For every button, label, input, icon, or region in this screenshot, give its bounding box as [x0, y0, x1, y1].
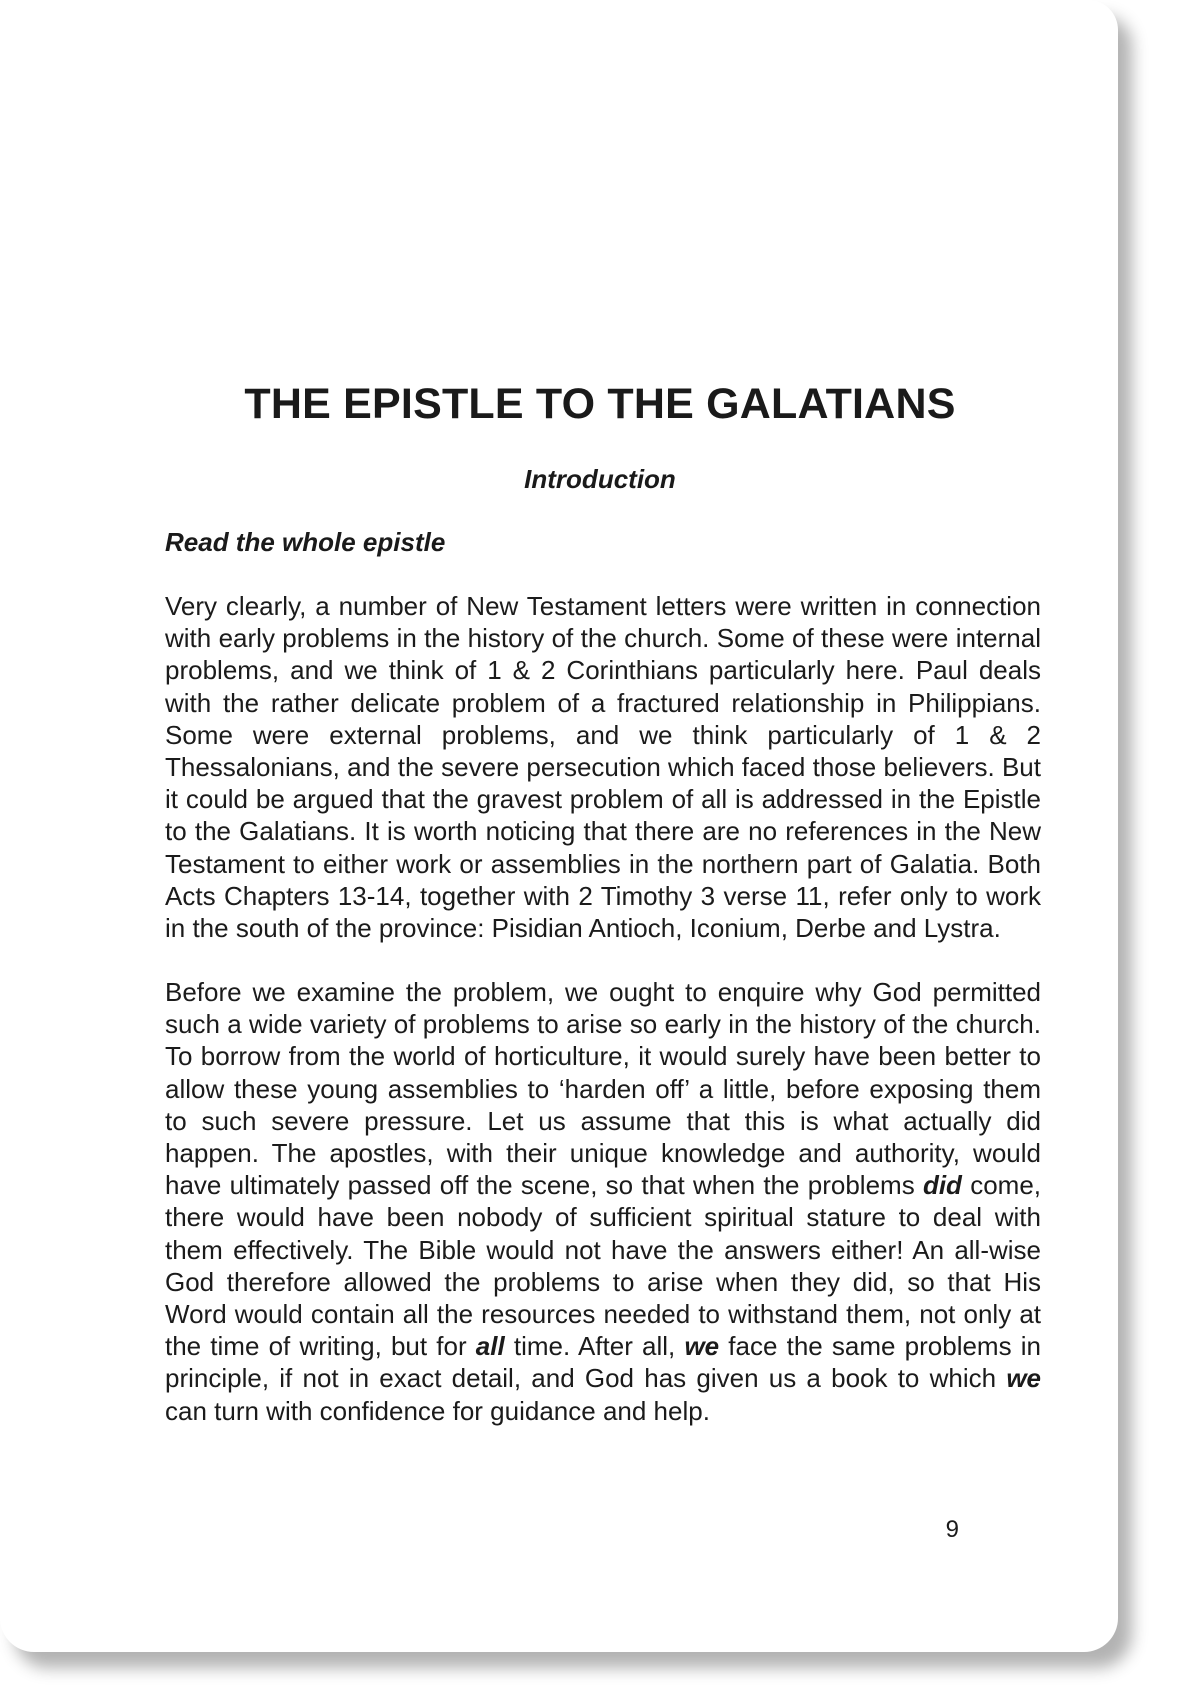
- paragraph-2-text: Before we examine the problem, we ought to enquire why God permitted such a wide variety of problems to arise so early in the history of the church. To borrow from the world of horticulture, it would surely have been better to allow these young assemblies to ‘harden off’ a little, before exposing them to such severe pressure. Let us assume that this is what actually did happen. The apostles, with their unique knowledge and authority, would have ultimately passed off the scene, so that when the problems: [165, 977, 1041, 1201]
- paragraph-1: Very clearly, a number of New Testament letters were written in connection with early problems in the history of the church. Some of these were internal problems, and we think of 1 & 2 Corinthians particularly here. Paul deals with the rather delicate problem of a fractured relationship in Philippians. Some were external problems, and we think particularly of 1 & 2 Thessalonians, and the severe persecution which faced those believers. But it could be argued that the gravest problem of all is addressed in the Epistle to the Galatians. It is worth noticing that there are no references in the New Testament to either work or assemblies in the northern part of Galatia. Both Acts Chapters 13-14, together with 2 Timothy 3 verse 11, refer only to work in the south of the province: Pisidian Antioch, Iconium, Derbe and Lystra.: [165, 591, 1041, 944]
- page-number: 9: [945, 1516, 959, 1543]
- emphasis-we: we: [684, 1331, 720, 1362]
- emphasis-we: we: [1006, 1363, 1041, 1394]
- emphasis-did: did: [922, 1170, 962, 1201]
- paragraph-2-text: face the same problems in principle, if not in exact detail, and God has given us a book to which: [165, 1331, 1041, 1394]
- paragraph-2-text: come, there would have been nobody of sufficient spiritual stature to deal with them effectively. The Bible would not have the answers either! An all-wise God therefore allowed the problems to arise when they did, so that His Word would contain all the resources needed to withstand them, not only at the time of writing, but for: [165, 1170, 1041, 1362]
- emphasis-all: all: [475, 1331, 505, 1362]
- subtitle: Introduction: [524, 464, 676, 494]
- page-title: THE EPISTLE TO THE GALATIANS: [244, 380, 956, 428]
- paragraph-2: [165, 976, 1041, 1427]
- section-heading: Read the whole epistle: [165, 527, 446, 557]
- paragraph-2-text: time. After all,: [504, 1331, 685, 1362]
- paragraph-2-text: can turn with confidence for guidance and help.: [165, 1395, 710, 1426]
